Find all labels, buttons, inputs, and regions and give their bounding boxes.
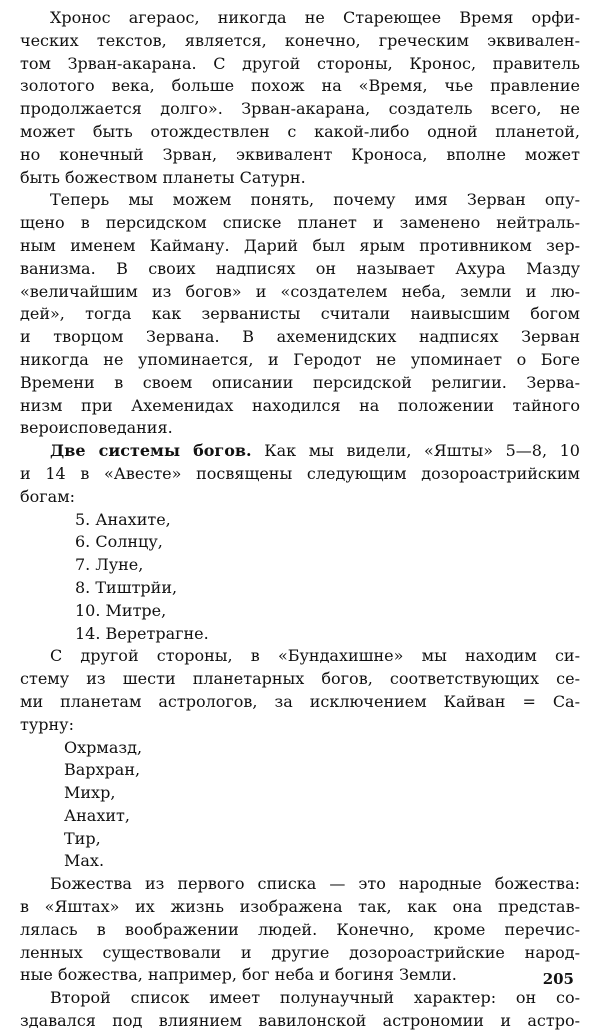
- text-line: дей», тогда как зерванисты считали наивысшим богом: [20, 304, 580, 324]
- text-line: ванизма. В своих надписях он называет Ахура Мазду: [20, 258, 580, 278]
- text-line: стему из шести планетарных богов, соответствующих се-: [20, 669, 580, 689]
- paragraph-zervan: [20, 189, 580, 440]
- page-number: 205: [542, 970, 574, 988]
- text-line: может быть отождествлен с какой-либо одной планетой,: [20, 121, 580, 141]
- text-line: С другой стороны, в «Бундахишне» мы находим си-: [50, 646, 580, 666]
- list-item: 7. Луне,: [75, 555, 144, 575]
- text-line: низм при Ахеменидах находился на положении тайного: [20, 395, 580, 415]
- text-line: ные божества, например, бог неба и богиня Земли.: [20, 965, 457, 985]
- text-span: Как мы видели, «Яшты» 5—8, 10: [251, 441, 580, 461]
- list-item: 10. Митре,: [75, 600, 167, 620]
- text-line: щено в персидском списке планет и заменено нейтраль-: [20, 213, 580, 233]
- paragraph-bundahishn: [20, 645, 580, 736]
- text-line: том Зрван-акарана. С другой стороны, Кронос, правитель: [20, 53, 580, 73]
- list-item: 5. Анахите,: [75, 509, 171, 529]
- list-item: Тир,: [64, 828, 101, 848]
- text-line: [20, 440, 580, 463]
- text-line: в «Яштах» их жизнь изображена так, как она представ-: [20, 897, 580, 917]
- text-line: турну:: [20, 714, 74, 734]
- list-item: 6. Солнцу,: [75, 532, 163, 552]
- list-item: 8. Тиштрйи,: [75, 577, 178, 597]
- list-item: Михр,: [64, 783, 116, 803]
- text-line: продолжается долго». Зрван-акарана, создатель всего, не: [20, 99, 580, 119]
- text-line: ми планетам астрологов, за исключением Кайван = Са-: [20, 691, 580, 711]
- text-line: Хронос агераос, никогда не Стареющее Время орфи-: [50, 8, 580, 27]
- list-item: Охрмазд,: [64, 737, 143, 757]
- text-line: ческих текстов, является, конечно, греческим эквивален-: [20, 30, 580, 50]
- list-item: 14. Веретрагне.: [75, 623, 209, 643]
- planetary-gods-list: [20, 737, 580, 874]
- text-line: здавался под влиянием вавилонской астрономии и астро-: [20, 1011, 580, 1031]
- text-line: и 14 в «Авесте» посвящены следующим дозороастрийским: [20, 463, 580, 483]
- list-item: Мах.: [64, 851, 105, 871]
- paragraph-chronos: [20, 7, 580, 189]
- text-line: ленных существовали и другие дозороастрийские народ-: [20, 942, 580, 962]
- paragraph-folk-deities: [20, 873, 580, 987]
- paragraph-two-systems: [20, 440, 580, 508]
- text-line: ным именем Кайману. Дарий был ярым противником зер-: [20, 235, 580, 255]
- text-line: золотого века, больше похож на «Время, чье правление: [20, 76, 580, 96]
- text-line: вероисповедания.: [20, 418, 173, 438]
- list-item: Вархран,: [64, 760, 141, 780]
- list-item: Анахит,: [64, 805, 130, 825]
- yasht-gods-list: [20, 509, 580, 646]
- text-line: Теперь мы можем понять, почему имя Зерван опу-: [50, 190, 580, 210]
- text-line: «величайшим из богов» и «создателем неба, земли и лю-: [20, 281, 580, 301]
- paragraph-second-list: [20, 987, 580, 1033]
- text-line: никогда не упоминается, и Геродот не упоминает о Боге: [20, 349, 580, 369]
- text-line: Второй список имеет полунаучный характер: он со-: [50, 988, 580, 1008]
- text-line: лялась в воображении людей. Конечно, кроме перечис-: [20, 919, 580, 939]
- text-line: быть божеством планеты Сатурн.: [20, 167, 306, 187]
- text-line: Божества из первого списка — это народные божества:: [50, 874, 580, 894]
- text-line: и творцом Зервана. В ахеменидских надписях Зерван: [20, 327, 580, 347]
- text-line: но конечный Зрван, эквивалент Кроноса, вполне может: [20, 144, 580, 164]
- book-page-text: [20, 7, 580, 1033]
- text-line: богам:: [20, 486, 76, 506]
- section-subheading: Две системы богов.: [50, 441, 252, 461]
- text-line: Времени в своем описании персидской религии. Зерва-: [20, 372, 580, 392]
